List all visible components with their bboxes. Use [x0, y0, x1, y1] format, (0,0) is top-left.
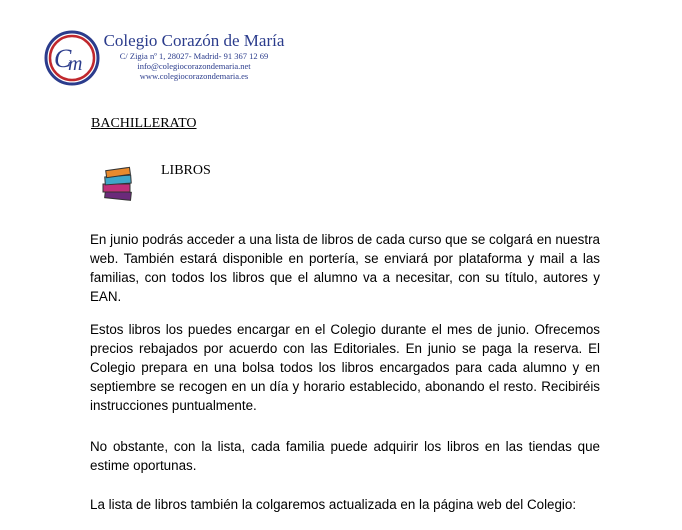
section-title: BACHILLERATO: [91, 116, 197, 131]
school-name: Colegio Corazón de María: [103, 31, 285, 50]
paragraph-2: Estos libros los puedes encargar en el Colegio durante el mes de junio. Ofrecemos precios rebajados por acuerdo con las Editoriales. En junio se paga la reserva. El Colegio prepara en una bolsa todos los libros encargados para cada alumno y en septiembre se recogen en un día y horario establecido, abonando el resto. Recibiréis instrucciones puntualmente.: [90, 322, 600, 413]
paragraph-4: La lista de libros también la colgaremos actualizada en la página web del Colegio:: [90, 497, 577, 512]
school-header: [100, 31, 288, 81]
school-email: info@colegiocorazondemaria.net: [137, 61, 251, 71]
books-icon: [90, 160, 145, 205]
school-website: www.colegiocorazondemaria.es: [139, 71, 249, 81]
school-address: C/ Zigia nº 1, 28027- Madrid- 91 367 12 69: [119, 51, 269, 61]
paragraph-3: No obstante, con la lista, cada familia puede adquirir los libros en las tiendas que estime oportunas.: [90, 439, 600, 473]
paragraph-1: En junio podrás acceder a una lista de libros de cada curso que se colgará en nuestra web. También estará disponible en portería, se enviará por plataforma y mail a las familias, con todos los libros que el alumno va a necesitar, con su título, autores y EAN.: [90, 232, 600, 304]
subsection-title: LIBROS: [161, 163, 211, 178]
svg-text:C: C: [54, 44, 72, 73]
svg-text:m: m: [68, 53, 83, 75]
school-logo: [44, 30, 100, 86]
